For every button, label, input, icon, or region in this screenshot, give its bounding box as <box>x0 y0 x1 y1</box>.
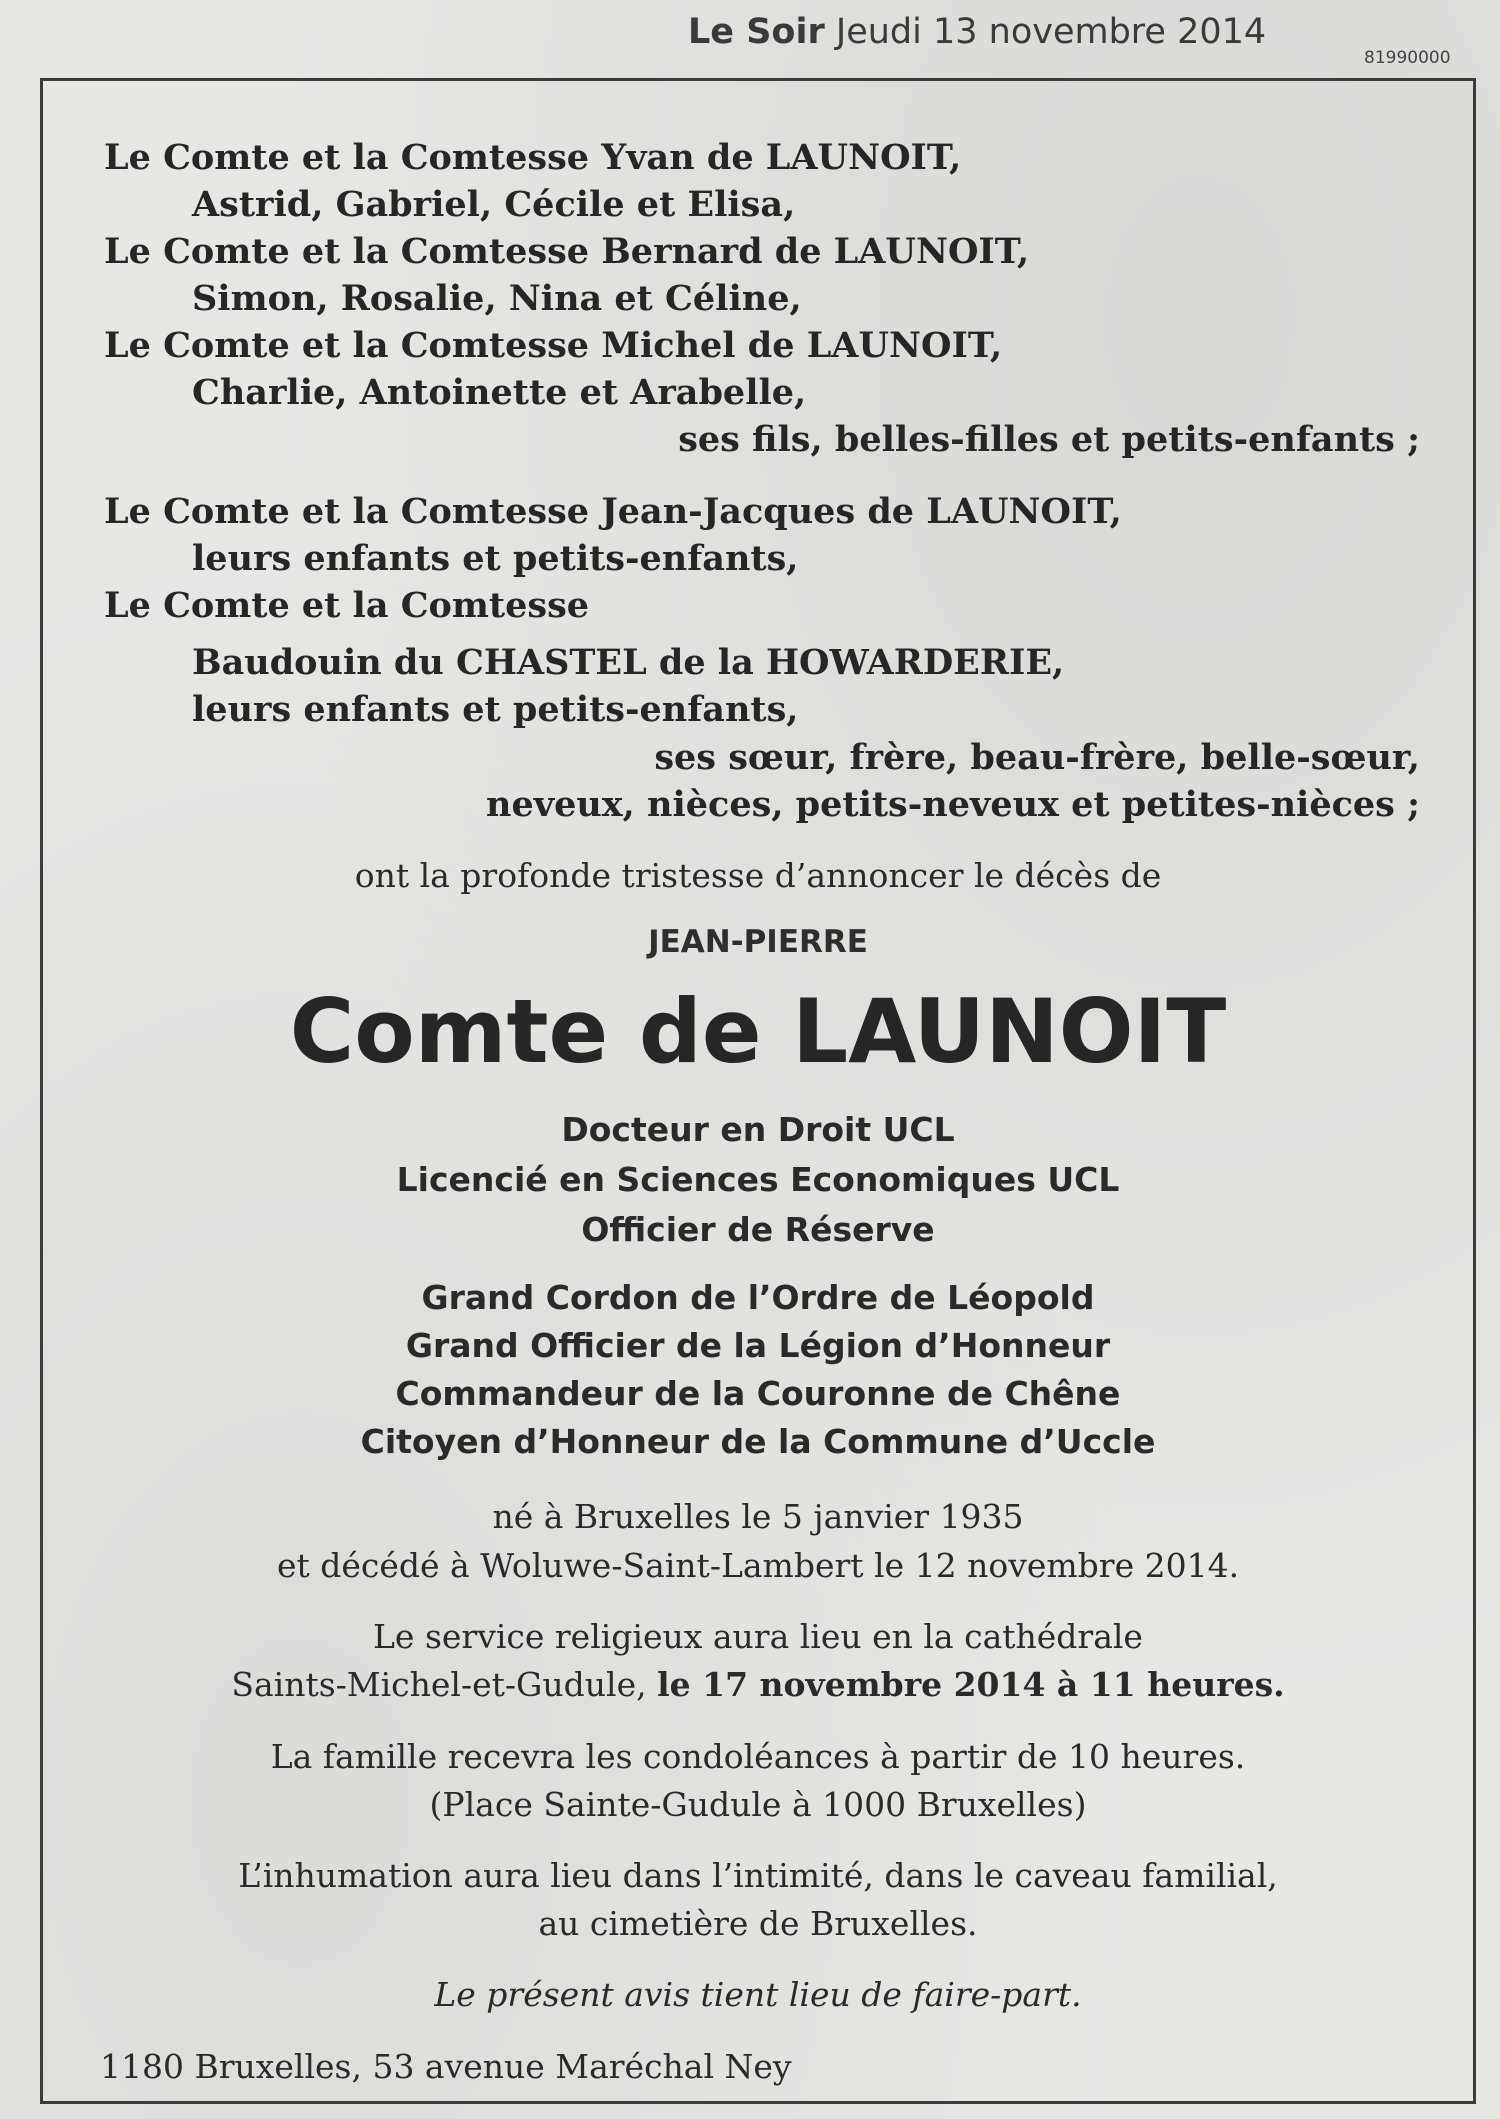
family-line: Le Comte et la Comtesse Michel de LAUNOIT, <box>104 325 1003 366</box>
title-line: Grand Cordon de l’Ordre de Léopold <box>421 1278 1095 1317</box>
family-line: Le Comte et la Comtesse Yvan de LAUNOIT, <box>104 137 962 178</box>
condolences-line: La famille recevra les condoléances à partir de 10 heures. <box>270 1737 1246 1776</box>
family-address: 1180 Bruxelles, 53 avenue Maréchal Ney <box>100 2047 792 2086</box>
faire-part-notice: Le présent avis tient lieu de faire-part. <box>434 1975 1082 2014</box>
family-line: Simon, Rosalie, Nina et Céline, <box>192 278 802 319</box>
title-line: Licencié en Sciences Economiques UCL <box>396 1160 1120 1199</box>
announcement-text: ont la profonde tristesse d’annoncer le décès de <box>354 856 1162 895</box>
family-line: ses sœur, frère, beau-frère, belle-sœur, <box>654 737 1420 778</box>
family-line: leurs enfants et petits-enfants, <box>192 689 799 730</box>
burial-line: L’inhumation aura lieu dans l’intimité, dans le caveau familial, <box>238 1856 1278 1895</box>
title-line: Officier de Réserve <box>581 1210 935 1249</box>
family-line: Charlie, Antoinette et Arabelle, <box>192 372 807 413</box>
family-line: leurs enfants et petits-enfants, <box>192 538 799 579</box>
service-datetime: le 17 novembre 2014 à 11 heures. <box>657 1665 1285 1704</box>
newspaper-name: Le Soir <box>688 12 825 52</box>
family-line: Astrid, Gabriel, Cécile et Elisa, <box>192 184 796 225</box>
family-line: Le Comte et la Comtesse <box>104 585 590 626</box>
service-place: Saints-Michel-et-Gudule, <box>231 1665 647 1704</box>
deceased-name: Comte de LAUNOIT <box>289 980 1227 1083</box>
service-details <box>40 1665 1476 1704</box>
family-line: neveux, nièces, petits-neveux et petites-nièces ; <box>486 784 1420 825</box>
family-line: Baudouin du CHASTEL de la HOWARDERIE, <box>192 642 1065 683</box>
ad-reference-number: 81990000 <box>1364 48 1451 68</box>
family-line: Le Comte et la Comtesse Jean-Jacques de LAUNOIT, <box>104 491 1122 532</box>
title-line: Docteur en Droit UCL <box>561 1110 955 1149</box>
condolences-address: (Place Sainte-Gudule à 1000 Bruxelles) <box>429 1785 1087 1824</box>
burial-place: au cimetière de Bruxelles. <box>538 1904 978 1943</box>
title-line: Grand Officier de la Légion d’Honneur <box>405 1326 1111 1365</box>
newspaper-header <box>688 12 1266 52</box>
family-line: ses fils, belles-filles et petits-enfants ; <box>678 419 1420 460</box>
birth-line: né à Bruxelles le 5 janvier 1935 <box>492 1497 1024 1536</box>
service-line: Le service religieux aura lieu en la cathédrale <box>373 1617 1143 1656</box>
title-line: Commandeur de la Couronne de Chêne <box>395 1374 1121 1413</box>
death-line: et décédé à Woluwe-Saint-Lambert le 12 novembre 2014. <box>276 1546 1240 1585</box>
family-line: Le Comte et la Comtesse Bernard de LAUNOIT, <box>104 231 1030 272</box>
publication-date: Jeudi 13 novembre 2014 <box>835 12 1267 52</box>
deceased-first-name: JEAN-PIERRE <box>648 924 868 960</box>
title-line: Citoyen d’Honneur de la Commune d’Uccle <box>360 1422 1156 1461</box>
